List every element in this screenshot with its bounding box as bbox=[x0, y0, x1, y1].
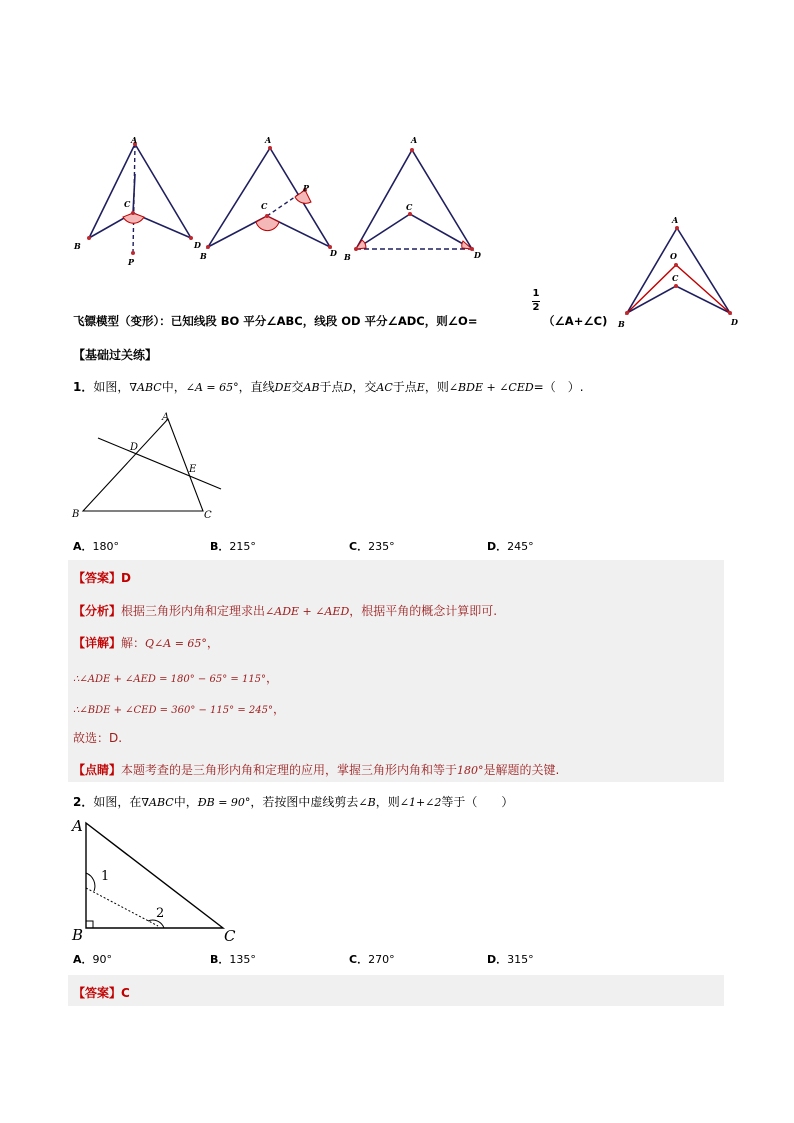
q2-solution-block bbox=[68, 975, 724, 1006]
option-value: 270° bbox=[368, 953, 395, 966]
q2-text-b: 中， bbox=[173, 795, 198, 809]
option-label: A． bbox=[73, 953, 93, 966]
q1-text-d: 交 bbox=[291, 380, 304, 394]
q1-analysis bbox=[73, 602, 497, 619]
fig3-label-d: D bbox=[474, 250, 481, 260]
q1-de: DE bbox=[274, 381, 292, 394]
q1-text-g: 于点 bbox=[392, 380, 417, 394]
q1-ab: AB bbox=[303, 381, 320, 394]
q1-text-i: =（ ）. bbox=[533, 380, 584, 394]
option-value: 235° bbox=[368, 540, 395, 553]
fig1-label-a: A bbox=[131, 135, 138, 145]
figure-2 bbox=[199, 135, 337, 261]
option-value: 245° bbox=[507, 540, 534, 553]
step-2-end: ， bbox=[272, 702, 285, 716]
q2-text-d: ，则 bbox=[375, 795, 400, 809]
q1-fig-label-d: D bbox=[130, 442, 139, 453]
q1-comment bbox=[73, 761, 559, 778]
figure-4 bbox=[617, 215, 738, 329]
fig4-label-c: C bbox=[672, 273, 679, 283]
option-value: 90° bbox=[92, 953, 113, 966]
q1-step-1 bbox=[73, 667, 278, 686]
detail-tag: 【详解】 bbox=[73, 636, 122, 650]
q2-option-c[interactable] bbox=[349, 951, 395, 967]
option-label: D． bbox=[487, 953, 508, 966]
q1-answer bbox=[73, 569, 131, 586]
fig3-label-c: C bbox=[406, 202, 413, 212]
q1-text-h: ，则 bbox=[424, 380, 449, 394]
q2-number: 2． bbox=[73, 795, 94, 809]
model-statement bbox=[73, 313, 477, 329]
answer-tag: 【答案】 bbox=[73, 986, 122, 1000]
q1-text-a: 如图， bbox=[93, 380, 130, 394]
fig4-label-o: O bbox=[670, 251, 677, 261]
fig4-label-d: D bbox=[731, 317, 738, 327]
q2-triangle: ∇ABC bbox=[141, 796, 174, 809]
option-value: 215° bbox=[229, 540, 256, 553]
comment-text-b: 是解题的关键. bbox=[483, 763, 560, 777]
comment-num: 180° bbox=[457, 764, 484, 777]
q2-answer bbox=[73, 984, 130, 1001]
q1-e: E bbox=[416, 381, 425, 394]
step-2-expr: ∴∠BDE + ∠CED = 360° − 115° = 245° bbox=[73, 705, 273, 716]
question-2-stem bbox=[73, 793, 513, 810]
fig1-label-c: C bbox=[124, 199, 131, 209]
q2-option-b[interactable] bbox=[210, 951, 256, 967]
fig1-label-b: B bbox=[74, 241, 81, 251]
analysis-tag: 【分析】 bbox=[73, 604, 122, 618]
option-label: C． bbox=[349, 540, 369, 553]
fig3-label-b: B bbox=[344, 252, 351, 262]
q2-text-a: 如图，在 bbox=[93, 795, 142, 809]
fig2-label-p: P bbox=[303, 183, 310, 193]
q1-angle: ∠A = 65° bbox=[185, 381, 239, 394]
answer-value: C bbox=[121, 986, 130, 1000]
option-value: 315° bbox=[507, 953, 534, 966]
option-label: B． bbox=[210, 540, 230, 553]
step-1-expr: ∴∠ADE + ∠AED = 180° − 65° = 115° bbox=[73, 674, 267, 685]
answer-tag: 【答案】 bbox=[73, 571, 122, 585]
option-label: B． bbox=[210, 953, 230, 966]
figure-3 bbox=[343, 135, 481, 262]
detail-expr: Q∠A = 65° bbox=[145, 637, 207, 650]
q1-choose: 故选：D. bbox=[73, 731, 123, 745]
q2-angle-b: ∠B bbox=[358, 796, 376, 809]
fig2-label-a: A bbox=[265, 135, 272, 145]
fraction-denominator: 2 bbox=[532, 302, 540, 313]
q2-fig-label-2: 2 bbox=[156, 906, 165, 921]
model-prefix: 飞镖模型（变形）：已知线段 BO 平分∠ABC，线段 OD 平分∠ADC，则∠O= bbox=[73, 314, 478, 328]
analysis-expr: ∠ADE + ∠AED bbox=[265, 605, 350, 618]
q1-detail bbox=[73, 634, 219, 651]
q1-text-b: 中， bbox=[161, 380, 186, 394]
section-title: 【基础过关练】 bbox=[73, 348, 158, 362]
fig4-label-b: B bbox=[618, 319, 625, 329]
detail-text-a: 解： bbox=[121, 636, 146, 650]
step-1-end: ， bbox=[266, 671, 279, 685]
q1-figure bbox=[68, 405, 228, 525]
q1-fig-label-b: B bbox=[72, 509, 80, 520]
comment-text-a: 本题考查的是三角形内角和定理的应用，掌握三角形内角和等于 bbox=[121, 763, 458, 777]
option-label: C． bbox=[349, 953, 369, 966]
q1-text-e: 于点 bbox=[319, 380, 344, 394]
q1-option-c[interactable] bbox=[349, 538, 395, 554]
question-1-stem bbox=[73, 378, 584, 395]
q2-fig-label-1: 1 bbox=[101, 869, 110, 884]
analysis-text-a: 根据三角形内角和定理求出 bbox=[121, 604, 266, 618]
option-label: D． bbox=[487, 540, 508, 553]
fraction-numerator: 1 bbox=[532, 288, 540, 299]
fig2-label-d: D bbox=[330, 248, 337, 258]
q2-condition: ÐB = 90° bbox=[197, 796, 251, 809]
q1-fig-label-a: A bbox=[162, 412, 170, 423]
q2-text-e: 等于（ ） bbox=[441, 795, 514, 809]
figures-top bbox=[60, 128, 760, 338]
fig2-label-b: B bbox=[200, 251, 207, 261]
fig1-label-d: D bbox=[194, 240, 201, 250]
q1-step-2 bbox=[73, 698, 285, 717]
q2-expr: ∠1+∠2 bbox=[399, 796, 442, 809]
option-label: A． bbox=[73, 540, 93, 553]
q1-number: 1． bbox=[73, 380, 94, 394]
figure-1 bbox=[73, 135, 201, 267]
answer-value: D bbox=[121, 571, 131, 585]
q1-option-d[interactable] bbox=[487, 538, 534, 554]
q1-option-a[interactable] bbox=[73, 538, 119, 554]
comment-tag: 【点睛】 bbox=[73, 763, 122, 777]
q1-text-f: ，交 bbox=[352, 380, 377, 394]
option-value: 135° bbox=[229, 953, 256, 966]
q1-d: D bbox=[343, 381, 353, 394]
fig1-label-p: P bbox=[128, 257, 135, 267]
q1-triangle: ∇ABC bbox=[129, 381, 162, 394]
q1-ac: AC bbox=[376, 381, 393, 394]
q2-fig-label-b: B bbox=[72, 926, 84, 944]
fig2-label-c: C bbox=[261, 201, 268, 211]
detail-text-b: ， bbox=[206, 636, 219, 650]
q2-fig-label-a: A bbox=[72, 817, 83, 835]
q1-fig-label-e: E bbox=[189, 464, 197, 475]
fig3-label-a: A bbox=[411, 135, 418, 145]
q2-option-a[interactable] bbox=[73, 951, 112, 967]
q1-expr: ∠BDE + ∠CED bbox=[448, 381, 534, 394]
q2-fig-label-c: C bbox=[224, 927, 236, 945]
q1-text-c: ，直线 bbox=[238, 380, 275, 394]
option-value: 180° bbox=[92, 540, 120, 553]
fig4-label-a: A bbox=[672, 215, 679, 225]
q2-option-d[interactable] bbox=[487, 951, 534, 967]
q1-fig-label-c: C bbox=[204, 510, 212, 521]
q2-text-c: ，若按图中虚线剪去 bbox=[250, 795, 359, 809]
analysis-text-b: ，根据平角的概念计算即可. bbox=[349, 604, 498, 618]
model-fraction bbox=[532, 289, 540, 313]
q1-option-b[interactable] bbox=[210, 538, 256, 554]
q2-figure bbox=[68, 813, 248, 948]
model-suffix: （∠A+∠C) bbox=[543, 314, 608, 328]
